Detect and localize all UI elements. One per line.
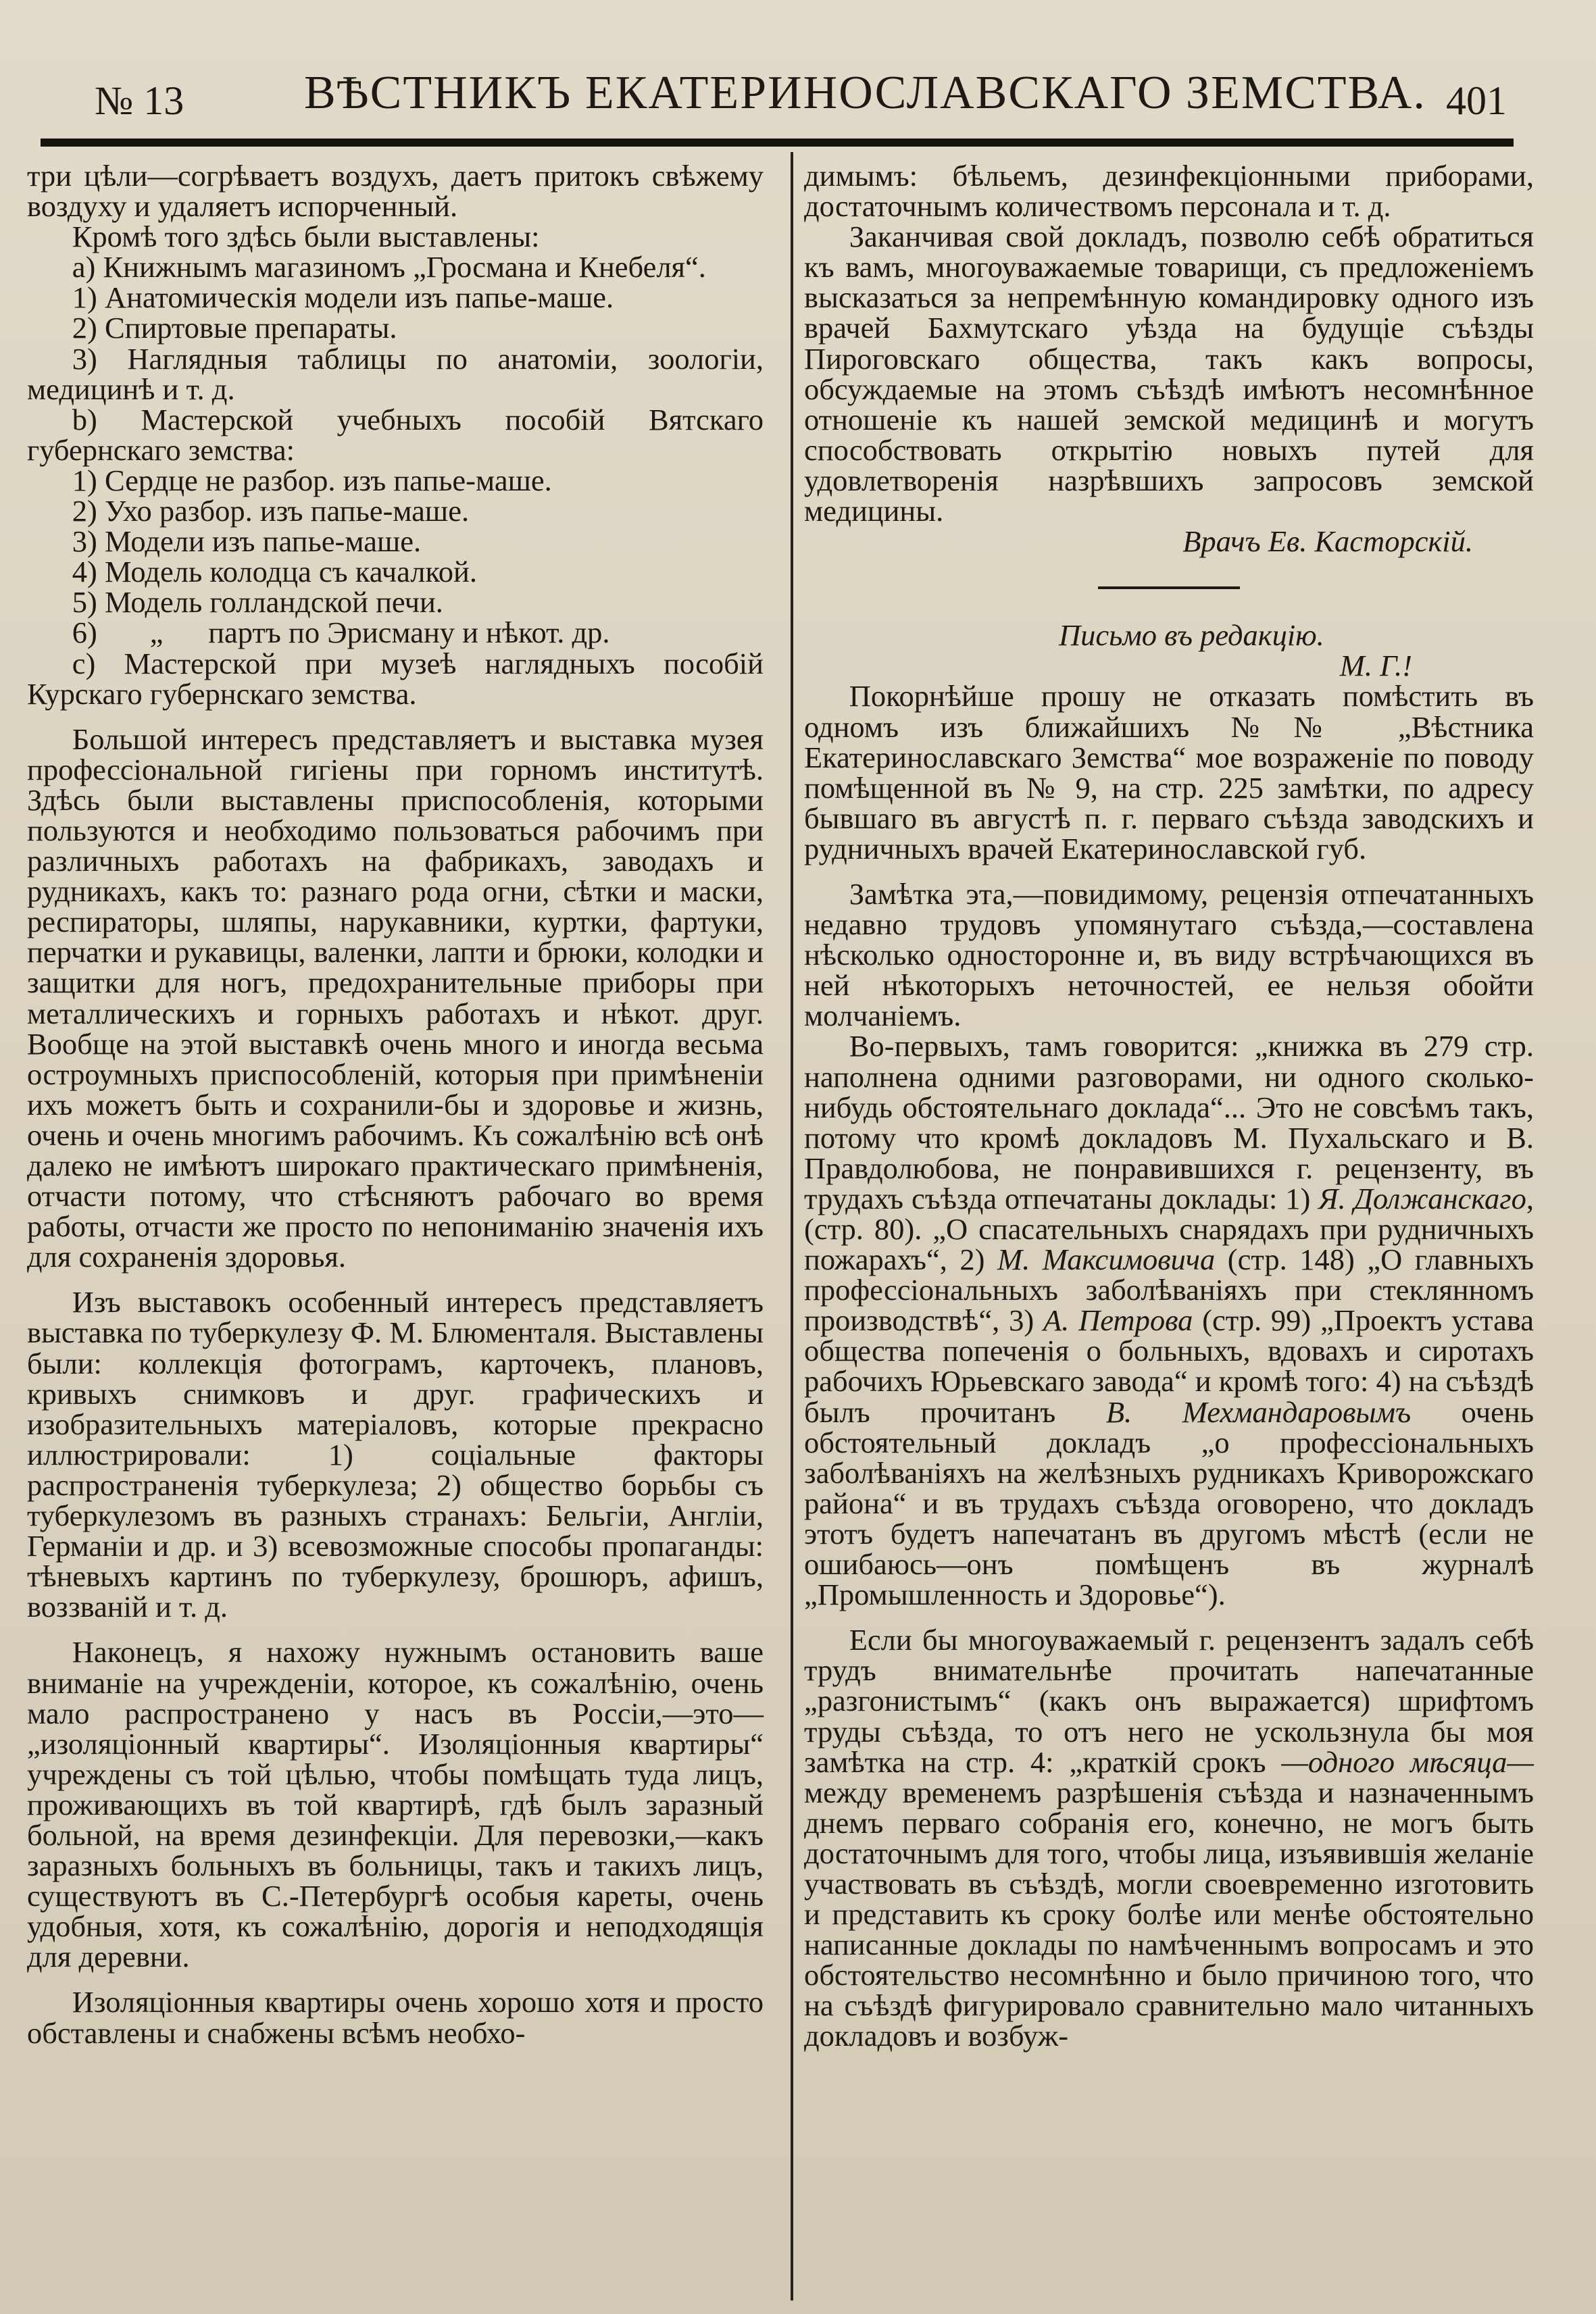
right-column: [804, 161, 1534, 2052]
paragraph: b) Мастерской учебныхъ пособій Вятскаго губернскаго земства:: [27, 402, 764, 467]
list-item: 1) Анатомическія модели изъ папье-маше.: [72, 280, 614, 315]
paragraph: Наконецъ, я нахожу нужнымъ остановить ваше вниманіе на учрежденіи, которое, къ сожалѣнію, очень мало распространено у насъ въ Россіи,—это—„изоляціонный квартиры“. Изоляціонныя квартиры“ учреждены съ той цѣлью, чтобы помѣщать туда лицъ, проживающихъ въ той квартирѣ, гдѣ былъ заразный больной, на время дезинфекціи. Для перевозки,—какъ заразныхъ больныхъ въ больницы, такъ и такихъ лицъ, существуютъ въ С.-Петербургѣ особыя кареты, очень удобныя, хотя, къ сожалѣнію, дорогія и неподходящія для деревни.: [27, 1635, 764, 1974]
left-column: [27, 161, 764, 2048]
text-run: Если бы многоуважаемый г. рецензентъ задалъ себѣ трудъ внимательнѣе прочитать напечатанные „разгонистымъ“ (какъ онъ выражается) шрифтомъ труды съѣзда, то отъ него не ускользнула бы моя замѣтка на стр. 4: „краткій срокъ: [804, 1623, 1534, 1779]
paragraph: c) Мастерской при музеѣ наглядныхъ пособій Курскаго губернскаго земства.: [27, 646, 764, 711]
paragraph: Изоляціонныя квартиры очень хорошо хотя и просто обставлены и снабжены всѣмъ необхо-: [27, 1985, 764, 2050]
paragraph: Кромѣ того здѣсь были выставлены:: [72, 220, 540, 254]
list-item: 3) Модели изъ папье-маше.: [72, 524, 422, 559]
text-run: очень обстоятельный докладъ „о профессіональныхъ заболѣваніяхъ на желѣзныхъ рудникахъ Криворожскаго района“ и въ трудахъ съѣзда оговорено, что докладъ этотъ будетъ напечатанъ въ другомъ мѣстѣ (если не ошибаюсь—онъ помѣщенъ въ журналѣ „Промышленность и Здоровье“).: [804, 1394, 1535, 1612]
paragraph: три цѣли—согрѣваетъ воздухъ, даетъ притокъ свѣжему воздуху и удаляетъ испорченный.: [27, 159, 764, 224]
text-run: между временемъ разрѣшенія съѣзда и назначеннымъ днемъ перваго собранія его, конечно, не могъ быть достаточнымъ для того, чтобы лица, изъявившія желаніе участвовать въ съѣздѣ, могли своевременно изготовить и представить къ сроку болѣе или менѣе обстоятельно написанные доклады по намѣченнымъ вопросамъ и это обстоятельство несомнѣнно и было причиною того, что на съѣздѣ фигурировало сравнительно мало читанныхъ докладовъ и возбуж-: [804, 1775, 1534, 2053]
paragraph: [804, 1625, 1534, 2051]
paragraph: димымъ: бѣльемъ, дезинфекціонными приборами, достаточнымъ количествомъ персонала и т. д.: [804, 159, 1534, 224]
author-signature: Врачъ Ев. Касторскій.: [1182, 524, 1473, 559]
issue-number: № 13: [95, 78, 184, 123]
page-header: [47, 41, 1547, 128]
list-item: 2) Спиртовые препараты.: [72, 311, 397, 345]
list-item: 3) Наглядныя таблицы по анатоміи, зоологіи, медицинѣ и т. д.: [27, 341, 764, 406]
author-name: А. Петрова: [1043, 1303, 1193, 1338]
author-name: В. Мехмандаровымъ: [1105, 1394, 1412, 1429]
section-separator: [1098, 586, 1240, 589]
text-run: Во-первыхъ, тамъ говорится: „книжка въ 279 стр. наполнена одними разговорами, ни одного сколько-нибудь обстоятельнаго доклада“... Это не совсѣмъ такъ, потому что кромѣ докладовъ М. Пухальскаго и В. Правдолюбова, не понравившихся г. рецензенту, въ трудахъ съѣзда отпечатаны доклады: 1): [804, 1029, 1534, 1215]
author-name: М. Максимовича: [997, 1242, 1216, 1277]
page-number: 401: [1446, 78, 1507, 123]
list-item: 1) Сердце не разбор. изъ папье-маше.: [72, 463, 552, 497]
paragraph: [804, 1031, 1534, 1610]
text-run: (стр. 99) „Проектъ устава общества попеченія о больныхъ, вдовахъ и сиротахъ рабочихъ Юрьевскаго завода“ и кромѣ того: 4) на съѣздѣ былъ прочитанъ: [804, 1303, 1534, 1429]
emphasis: —одного мѣсяца—: [1281, 1744, 1534, 1779]
text-run: , (стр. 80). „О спасательныхъ снарядахъ при рудничныхъ пожарахъ“, 2): [804, 1181, 1535, 1277]
letter-salutation: М. Г.!: [1339, 649, 1412, 683]
paragraph: Замѣтка эта,—повидимому, рецензія отпечатанныхъ недавно трудовъ упомянутаго съѣзда,—составлена нѣсколько односторонне и, въ виду встрѣчающихся въ ней нѣкоторыхъ неточностей, ее нельзя обойти молчаніемъ.: [804, 876, 1534, 1033]
column-divider: [791, 152, 793, 2300]
paragraph: Заканчивая свой докладъ, позволю себѣ обратиться къ вамъ, многоуважаемые товарищи, съ предложеніемъ высказаться за непремѣнную командировку одного изъ врачей Бахмутскаго уѣзда на будущіе съѣзды Пироговскаго общества, такъ какъ вопросы, обсуждаемые на этомъ съѣздѣ имѣютъ несомнѣнное отношеніе къ нашей земской медицинѣ и могутъ способствовать открытію новыхъ путей для удовлетворенія назрѣвшихъ запросовъ земской медицины.: [804, 220, 1534, 528]
paragraph: a) Книжнымъ магазиномъ „Гросмана и Кнебеля“.: [72, 250, 706, 284]
journal-title: ВѢСТНИКЪ ЕКАТЕРИНОСЛАВСКАГО ЗЕМСТВА.: [304, 67, 1426, 119]
paragraph: Большой интересъ представляетъ и выставка музея профессіональной гигіены при горномъ институтѣ. Здѣсь были выставлены приспособленія, которыми пользуются и необходимо пользоваться рабочимъ при различныхъ работахъ на фабрикахъ, заводахъ и рудникахъ, какъ то: разнаго рода огни, сѣтки и маски, респираторы, шляпы, нарукавники, куртки, фартуки, перчатки и рукавицы, валенки, лапти и брюки, колодки и защитки для ногъ, предохранительные приборы при металлическихъ и горныхъ работахъ и нѣкот. друг. Вообще на этой выставкѣ очень много и иногда весьма остроумныхъ приспособленій, которыя при примѣненіи ихъ можетъ быть и сохранили-бы и здоровье и жизнь, очень и очень многимъ рабочимъ. Къ сожалѣнію всѣ онѣ далеко не имѣютъ широкаго практическаго примѣненія, отчасти потому, что стѣсняютъ рабочаго во время работы, отчасти же просто по непониманію значенія ихъ для сохраненія здоровья.: [27, 722, 764, 1274]
list-item: 5) Модель голландской печи.: [72, 585, 443, 620]
paragraph: Покорнѣйше прошу не отказать помѣстить въ одномъ изъ ближайшихъ №№ „Вѣстника Екатеринославскаго Земства“ мое возраженіе по поводу помѣщенной въ № 9, на стр. 225 замѣтки, по адресу бывшаго въ августѣ п. г. перваго съѣзда заводскихъ и рудничныхъ врачей Екатеринославской губ.: [804, 679, 1534, 865]
text-run: (стр. 148) „О главныхъ профессіональныхъ заболѣваніяхъ при стеклянномъ производствѣ“, 3): [804, 1242, 1535, 1338]
list-item: 6) „ партъ по Эрисману и нѣкот. др.: [72, 615, 610, 650]
header-rule: [41, 139, 1514, 147]
paragraph: Изъ выставокъ особенный интересъ представляетъ выставка по туберкулезу Ф. М. Блюменталя. Выставлены были: коллекція фотограмъ, карточекъ, плановъ, кривыхъ снимковъ и друг. графическихъ и изобразительныхъ матеріаловъ, которые прекрасно иллюстрировали: 1) соціальные факторы распространенія туберкулеза; 2) общество борьбы съ туберкулезомъ въ разныхъ странахъ: Бельгіи, Англіи, Германіи и др. и 3) всевозможные способы пропаганды: тѣневыхъ картинъ по туберкулезу, брошюръ, афишъ, воззваній и т. д.: [27, 1285, 764, 1624]
author-name: Я. Должанскаго: [1318, 1181, 1526, 1215]
letter-title: Письмо въ редакцію.: [1059, 618, 1324, 653]
list-item: 2) Ухо разбор. изъ папье-маше.: [72, 494, 470, 528]
list-item: 4) Модель колодца съ качалкой.: [72, 555, 478, 589]
